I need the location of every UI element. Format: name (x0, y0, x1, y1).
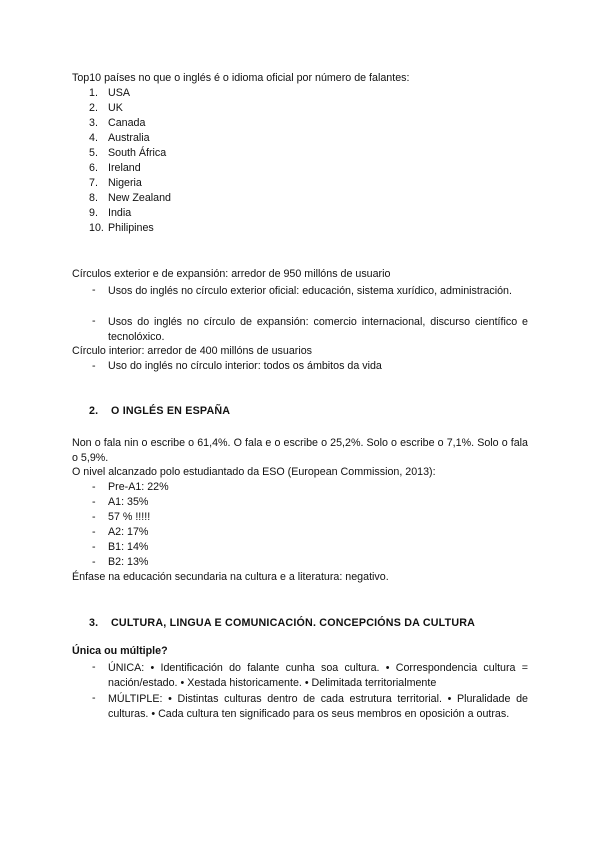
dash-bullet: - (92, 541, 96, 553)
dash-bullet: - (92, 284, 96, 296)
inner-circle-item: Uso do inglés no círculo interior: todos os ámbitos da vida (108, 360, 382, 372)
list-number: 9. (89, 207, 98, 219)
dash-bullet: - (92, 661, 96, 673)
top10-intro: Top10 países no que o inglés é o idioma oficial por número de falantes: (72, 72, 410, 84)
list-text: New Zealand (108, 192, 171, 204)
section-2-heading (89, 405, 230, 417)
multiple-item: MÚLTIPLE: • Distintas culturas dentro de cada estrutura territorial. • Pluralidade de culturas. • Cada cultura ten significado para os seus membros en oposición a outras. (108, 693, 528, 721)
level-item: A2: 17% (108, 526, 149, 538)
level-item: Pre-A1: 22% (108, 481, 169, 493)
list-text: Ireland (108, 162, 141, 174)
list-item (89, 147, 166, 159)
list-number: 5. (89, 147, 98, 159)
list-number: 4. (89, 132, 98, 144)
list-number: 6. (89, 162, 98, 174)
level-item: B1: 14% (108, 541, 149, 553)
list-text: UK (108, 102, 123, 114)
list-text: USA (108, 87, 130, 99)
list-item (89, 87, 130, 99)
culture-subheading: Única ou múltiple? (72, 645, 168, 657)
dash-bullet: - (92, 526, 96, 538)
list-text: Philipines (108, 222, 154, 234)
inner-circle-heading: Círculo interior: arredor de 400 millóns de usuarios (72, 345, 312, 357)
dash-bullet: - (92, 692, 96, 704)
dash-bullet: - (92, 315, 96, 327)
list-text: Australia (108, 132, 150, 144)
dash-bullet: - (92, 496, 96, 508)
list-item (89, 207, 131, 219)
list-text: Nigeria (108, 177, 142, 189)
list-item (89, 117, 145, 129)
dash-bullet: - (92, 481, 96, 493)
usage-paragraph: Non o fala nin o escribe o 61,4%. O fala e o escribe o 25,2%. Solo o escribe o 7,1%. Solo o fala o 5,9%. (72, 437, 528, 465)
list-text: Canada (108, 117, 146, 129)
list-item (89, 162, 141, 174)
section-title: CULTURA, LINGUA E COMUNICACIÓN. CONCEPCIÓNS DA CULTURA (111, 617, 476, 629)
outer-circle-item: Usos do inglés no círculo exterior oficial: educación, sistema xurídico, administración. (108, 285, 512, 297)
dash-bullet: - (92, 511, 96, 523)
level-item: B2: 13% (108, 556, 149, 568)
list-item (89, 192, 171, 204)
dash-bullet: - (92, 360, 96, 372)
level-item: 57 % !!!!! (108, 511, 151, 523)
list-number: 7. (89, 177, 98, 189)
list-text: India (108, 207, 132, 219)
section-3-heading (89, 617, 475, 629)
section-number: 2. (89, 405, 99, 417)
expansion-circle-item: Usos do inglés no círculo de expansión: comercio internacional, discurso científico e tecnolóxico. (108, 316, 528, 344)
eso-level-intro: O nivel alcanzado polo estudiantado da ESO (European Commission, 2013): (72, 466, 436, 478)
list-text: South África (108, 147, 167, 159)
list-number: 3. (89, 117, 98, 129)
level-item: A1: 35% (108, 496, 149, 508)
outer-circle-heading: Círculos exterior e de expansión: arredor de 950 millóns de usuario (72, 268, 391, 280)
list-item (89, 132, 150, 144)
list-item (89, 177, 142, 189)
list-number: 8. (89, 192, 98, 204)
section-title: O INGLÉS EN ESPAÑA (111, 405, 231, 417)
dash-bullet: - (92, 556, 96, 568)
emphasis-note: Énfase na educación secundaria na cultura e a literatura: negativo. (72, 571, 389, 583)
list-number: 1. (89, 87, 98, 99)
unica-item: ÚNICA: • Identificación do falante cunha soa cultura. • Correspondencia cultura = nación/estado. • Xestada historicamente. • Delimitada territorialmente (108, 662, 528, 690)
list-number: 10. (89, 222, 104, 234)
list-item (89, 102, 123, 114)
list-number: 2. (89, 102, 98, 114)
list-item (89, 222, 154, 234)
section-number: 3. (89, 617, 99, 629)
